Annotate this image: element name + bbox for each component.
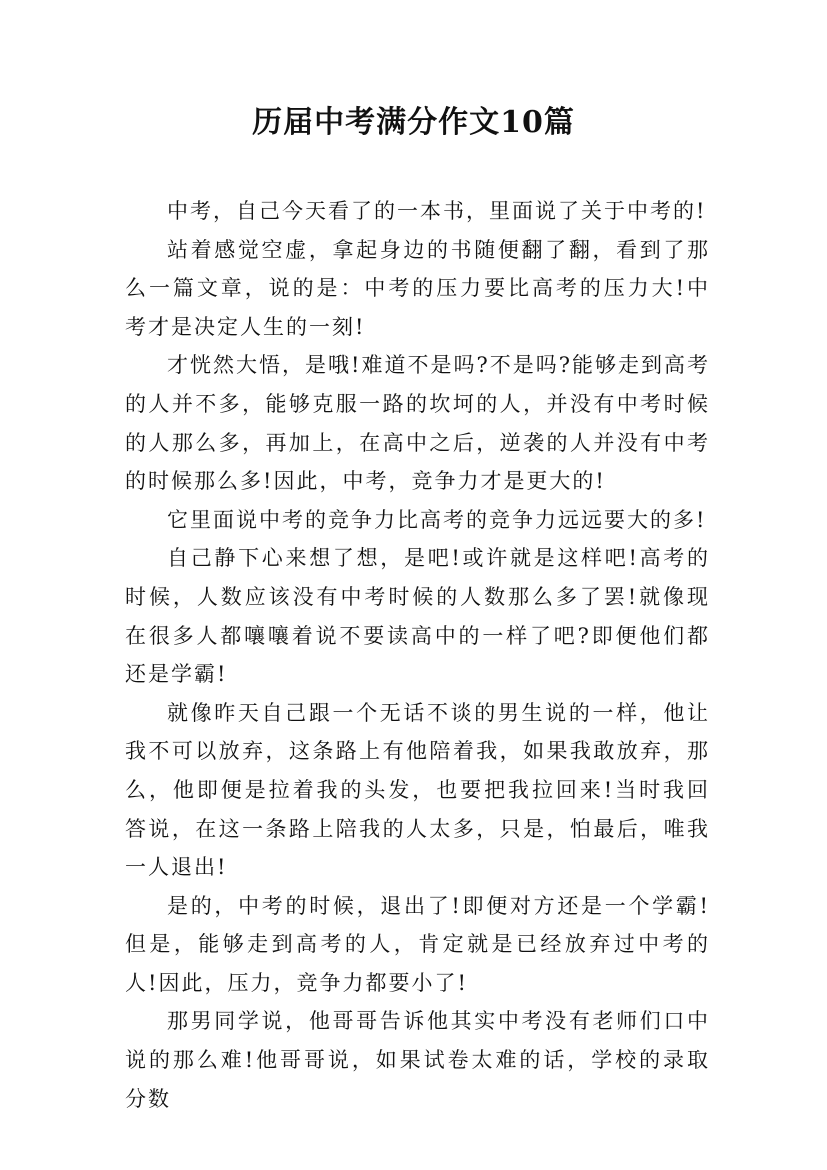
paragraph: 站着感觉空虚，拿起身边的书随便翻了翻，看到了那么一篇文章，说的是：中考的压力要比高考的压力大!中考才是决定人生的一刻! [125, 237, 710, 339]
document-body [125, 192, 710, 1118]
paragraph: 才恍然大悟，是哦!难道不是吗?不是吗?能够走到高考的人并不多，能够克服一路的坎坷的人，并没有中考时候的人那么多，再加上，在高中之后，逆袭的人并没有中考的时候那么多!因此，中考，竞争力才是更大的! [125, 353, 710, 494]
paragraph: 自己静下心来想了想，是吧!或许就是这样吧!高考的时候，人数应该没有中考时候的人数那么多了罢!就像现在很多人都嚷嚷着说不要读高中的一样了吧?即便他们都还是学霸! [125, 546, 710, 687]
paragraph: 是的，中考的时候，退出了!即便对方还是一个学霸!但是，能够走到高考的人，肯定就是已经放弃过中考的人!因此，压力，竞争力都要小了! [125, 893, 710, 995]
paragraph: 就像昨天自己跟一个无话不谈的男生说的一样，他让我不可以放弃，这条路上有他陪着我，如果我敢放弃，那么，他即便是拉着我的头发，也要把我拉回来!当时我回答说，在这一条路上陪我的人太多，只是，怕最后，唯我一人退出! [125, 700, 710, 880]
document-title: 历届中考满分作文10篇 [252, 105, 575, 140]
paragraph: 中考，自己今天看了的一本书，里面说了关于中考的! [167, 199, 707, 223]
paragraph: 它里面说中考的竞争力比高考的竞争力远远要大的多! [167, 507, 707, 532]
paragraph: 那男同学说，他哥哥告诉他其实中考没有老师们口中说的那么难!他哥哥说，如果试卷太难的话，学校的录取分数 [125, 1009, 710, 1111]
